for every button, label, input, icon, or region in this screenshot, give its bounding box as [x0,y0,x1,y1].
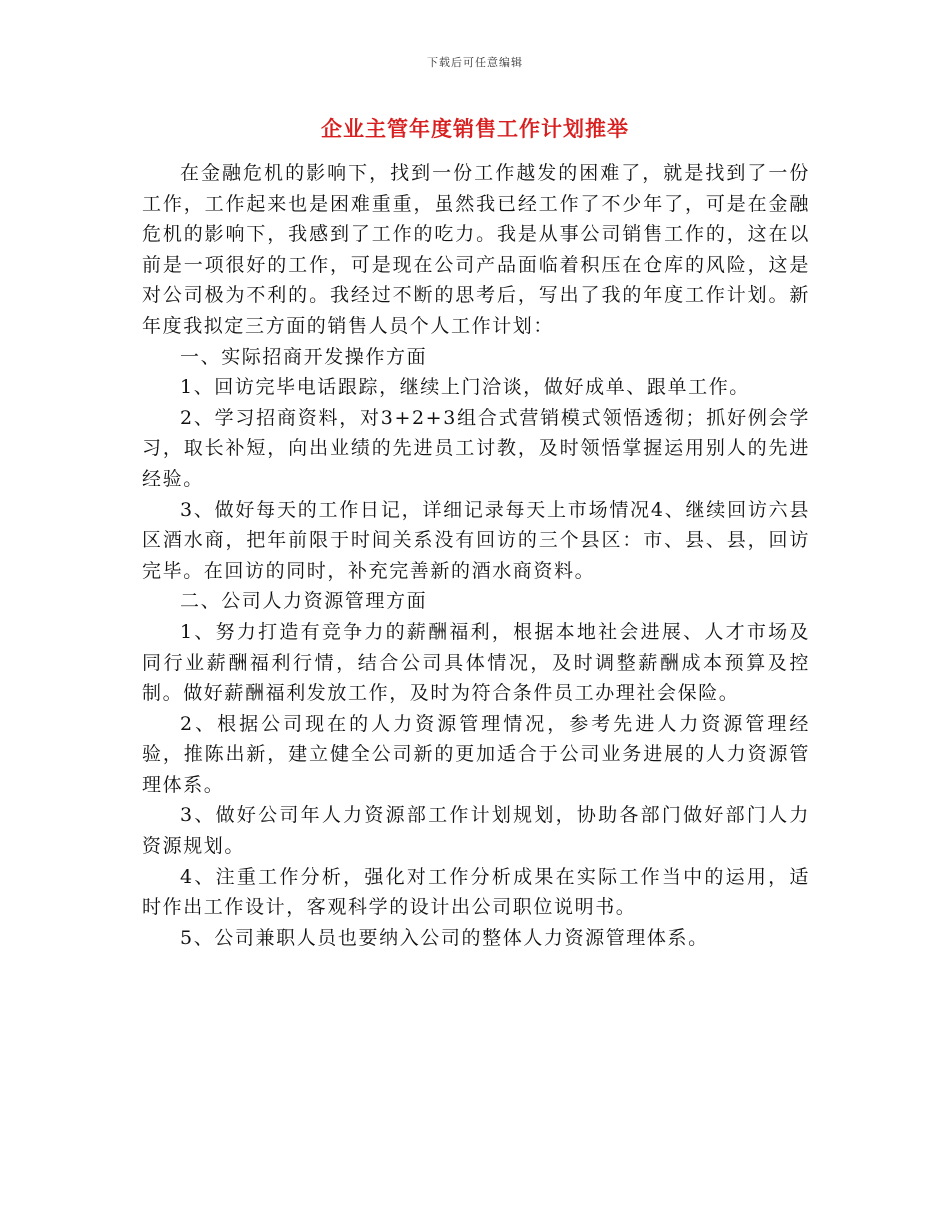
intro-paragraph: 在金融危机的影响下，找到一份工作越发的困难了，就是找到了一份工作，工作起来也是困难重重，虽然我已经工作了不少年了，可是在金融危机的影响下，我感到了工作的吃力。我是从事公司销售工作的，这在以前是一项很好的工作，可是现在公司产品面临着积压在仓库的风险，这是对公司极为不利的。我经过不断的思考后，写出了我的年度工作计划。新年度我拟定三方面的销售人员个人工作计划： [142,162,810,337]
paragraph-1-1: 1、回访完毕电话跟踪，继续上门洽谈，做好成单、跟单工作。 [180,376,750,399]
paragraph-1-2: 2、学习招商资料，对3+2+3组合式营销模式领悟透彻；抓好例会学习，取长补短，向出业绩的先进员工讨教，及时领悟掌握运用别人的先进经验。 [142,406,810,490]
paragraph-2-2: 2、根据公司现在的人力资源管理情况，参考先进人力资源管理经验，推陈出新，建立健全公司新的更加适合于公司业务进展的人力资源管理体系。 [142,712,810,796]
paragraph-2-3: 3、做好公司年人力资源部工作计划规划，协助各部门做好部门人力资源规划。 [142,804,810,858]
document-body [142,158,810,953]
document-title: 企业主管年度销售工作计划推举 [321,117,629,141]
paragraph-1-3: 3、做好每天的工作日记，详细记录每天上市场情况4、继续回访六县区酒水商，把年前限于时间关系没有回访的三个县区：市、县、县，回访完毕。在回访的同时，补充完善新的酒水商资料。 [142,498,810,582]
section-heading-1: 一、实际招商开发操作方面 [180,345,428,368]
page-header-note: 下载后可任意编辑 [427,56,523,69]
paragraph-2-5: 5、公司兼职人员也要纳入公司的整体人力资源管理体系。 [180,926,709,949]
section-heading-2: 二、公司人力资源管理方面 [180,590,428,613]
paragraph-2-4: 4、注重工作分析，强化对工作分析成果在实际工作当中的运用，适时作出工作设计，客观科学的设计出公司职位说明书。 [142,865,810,919]
paragraph-2-1: 1、努力打造有竞争力的薪酬福利，根据本地社会进展、人才市场及同行业薪酬福利行情，结合公司具体情况，及时调整薪酬成本预算及控制。做好薪酬福利发放工作，及时为符合条件员工办理社会保险。 [142,620,810,705]
